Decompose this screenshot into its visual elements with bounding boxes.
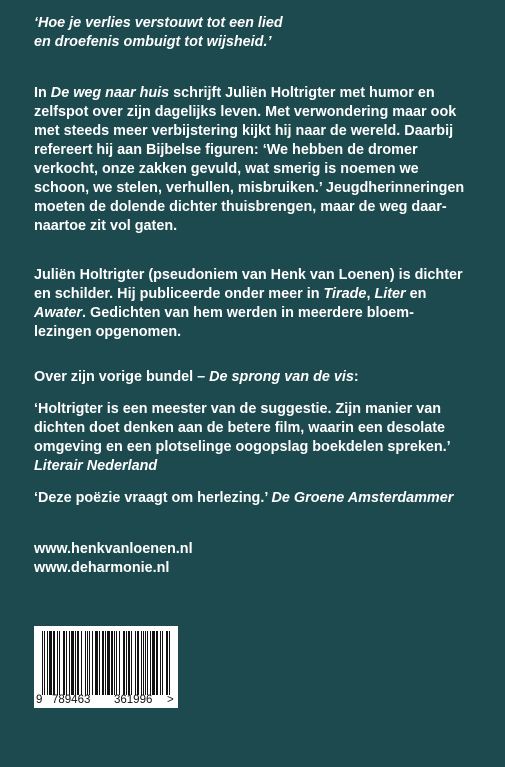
tagline-line: en droefenis ombuigt tot wijsheid.’: [34, 34, 272, 50]
barcode-bar: [63, 631, 65, 695]
barcode-bar: [44, 631, 45, 695]
barcode-bar: [95, 631, 98, 695]
barcode-bar: [150, 631, 151, 695]
review-line: dichten doet denken aan de betere film, waarin een desolate: [34, 420, 446, 436]
description-line: [34, 84, 474, 103]
bio-line: Juliën Holtrigter (pseudoniem van Henk van Loenen) is dichter: [34, 267, 463, 283]
isbn-number: [34, 693, 178, 708]
barcode-bar: [116, 631, 117, 695]
barcode-bar: [111, 631, 113, 695]
barcode-bar: [71, 631, 74, 695]
text-run: ,: [366, 286, 375, 302]
barcode-bar: [123, 631, 125, 695]
barcode-bar: [77, 631, 79, 695]
barcode-bar: [66, 631, 67, 695]
text-run: :: [353, 369, 359, 385]
text-run: ‘Deze poëzie vraagt om herlezing.’: [34, 490, 272, 506]
barcode-bar: [119, 631, 120, 695]
previous-collection-heading: [34, 368, 474, 387]
barcode-bar: [128, 631, 130, 695]
text-run: en schilder. Hij publiceerde onder meer in: [34, 286, 324, 302]
barcode-bar: [141, 631, 142, 695]
text-run: Over zijn vorige bundel –: [34, 369, 210, 385]
barcode-bar: [145, 631, 146, 695]
barcode-bar: [105, 631, 106, 695]
barcode-bar: [169, 631, 170, 695]
bio-line: lezingen opgenomen.: [34, 324, 182, 340]
review-quote: [34, 400, 474, 476]
barcode-bar: [126, 631, 127, 695]
barcode-bar: [92, 631, 93, 695]
text-run: schrijft Juliën Holtrigter met humor en: [169, 85, 435, 101]
tagline-quote: [34, 14, 474, 52]
isbn-left-group: 789463: [52, 694, 91, 706]
text-run: en: [405, 286, 427, 302]
website-link[interactable]: www.henkvanloenen.nl: [34, 541, 193, 557]
barcode-bar: [160, 631, 161, 695]
author-bio: [34, 266, 474, 342]
book-title: De weg naar huis: [50, 85, 170, 101]
previous-book-title: De sprong van de vis: [209, 369, 354, 385]
magazine-title: Liter: [374, 286, 406, 302]
tagline-line: ‘Hoe je verlies verstouwt tot een lied: [34, 15, 283, 31]
description-line: schoon, we stelen, verhullen, misbruiken.’ Jeugdherinneringen: [34, 180, 465, 196]
barcode-bar: [135, 631, 136, 695]
bio-line: [34, 304, 474, 323]
isbn-lead-digit: 9: [36, 694, 43, 706]
review-line: [34, 489, 474, 508]
barcode-bar: [147, 631, 148, 695]
barcode-bar: [156, 631, 158, 695]
isbn-arrow: >: [167, 694, 174, 706]
barcode-bar: [85, 631, 86, 695]
barcode-bar: [137, 631, 139, 695]
review-source: De Groene Amsterdammer: [271, 490, 454, 506]
barcode-bar: [114, 631, 115, 695]
barcode-bar: [107, 631, 110, 695]
website-links: [34, 540, 474, 578]
review-source: Literair Nederland: [34, 458, 158, 474]
description-line: moeten de dolende dichter thuisbrengen, maar de weg daar-: [34, 199, 447, 215]
barcode-bars: [42, 631, 170, 695]
barcode-bar: [47, 631, 48, 695]
text-run: In: [34, 85, 51, 101]
description-line: verkocht, onze zakken gevuld, wat smerig is noemen we: [34, 161, 419, 177]
barcode-bar: [152, 631, 155, 695]
isbn-barcode: [34, 626, 178, 708]
barcode-bar: [75, 631, 76, 695]
description-line: naartoe zit vol gaten.: [34, 218, 178, 234]
barcode-bar: [143, 631, 144, 695]
barcode-bar: [162, 631, 163, 695]
magazine-title: Tirade: [323, 286, 367, 302]
barcode-bar: [69, 631, 70, 695]
review-line: ‘Holtrigter is een meester van de suggestie. Zijn manier van: [34, 401, 442, 417]
description-line: met steeds meer verbijstering kijkt hij naar de wereld. Daarbij: [34, 123, 454, 139]
barcode-bar: [53, 631, 55, 695]
magazine-title: Awater: [34, 305, 82, 321]
barcode-bar: [89, 631, 90, 695]
review-line: omgeving en een plotselinge oogopslag boekdelen spreken.’: [34, 439, 451, 455]
description-line: refereert hij aan Bijbelse figuren: ‘We hebben de dromer: [34, 142, 418, 158]
bio-line: [34, 285, 474, 304]
barcode-bar: [99, 631, 100, 695]
heading-line: [34, 368, 474, 387]
barcode-bar: [102, 631, 104, 695]
barcode-bar: [42, 631, 43, 695]
barcode-bar: [166, 631, 168, 695]
review-quote: [34, 489, 474, 508]
description-paragraph: [34, 84, 474, 236]
text-run: . Gedichten van hem werden in meerdere bloem-: [82, 305, 414, 321]
barcode-bar: [49, 631, 52, 695]
isbn-right-group: 361996: [114, 694, 153, 706]
description-line: zelfspot over zijn dagelijks leven. Met verwondering maar ook: [34, 104, 457, 120]
website-link[interactable]: www.deharmonie.nl: [34, 560, 170, 576]
barcode-bar: [87, 631, 88, 695]
barcode-bar: [131, 631, 132, 695]
barcode-bar: [59, 631, 60, 695]
barcode-bar: [57, 631, 58, 695]
barcode-bar: [81, 631, 82, 695]
